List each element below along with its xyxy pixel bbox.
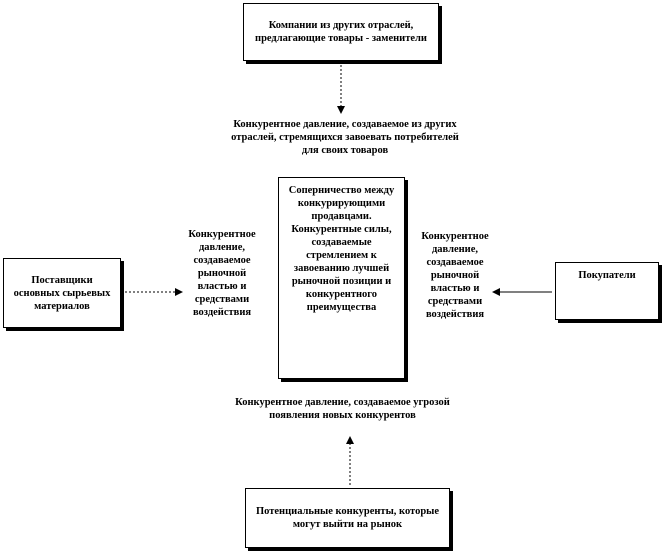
suppliers-box	[3, 258, 121, 328]
buyers-pressure-label: Конкурентное давление, создаваемое рыночной властью и средствами воздействия	[421, 231, 489, 320]
rivalry-text: Соперничество между конкурирующими продавцами. Конкурентные силы, создаваемые стремлением к завоеванию лучшей рыночной позиции и конкурентного преимущества	[288, 185, 395, 313]
entrants-pressure-label: Конкурентное давление, создаваемое угрозой появления новых конкурентов	[235, 397, 450, 421]
buyers-text: Покупатели	[578, 270, 636, 281]
substitutes-text: Компании из других отраслей, предлагающие товары - заменители	[255, 20, 427, 44]
substitutes-pressure-label: Конкурентное давление, создаваемое из других отраслей, стремящихся завоевать потребителей для своих товаров	[231, 119, 459, 156]
suppliers-pressure-label: Конкурентное давление, создаваемое рыночной властью и средствами воздействия	[188, 229, 256, 318]
rivalry-box	[278, 177, 405, 379]
entrants-box	[245, 488, 450, 548]
substitutes-box	[243, 3, 439, 61]
entrants-text: Потенциальные конкуренты, которые могут выйти на рынок	[255, 506, 440, 530]
suppliers-text: Поставщики основных сырьевых материалов	[13, 274, 111, 312]
buyers-box	[555, 262, 659, 320]
